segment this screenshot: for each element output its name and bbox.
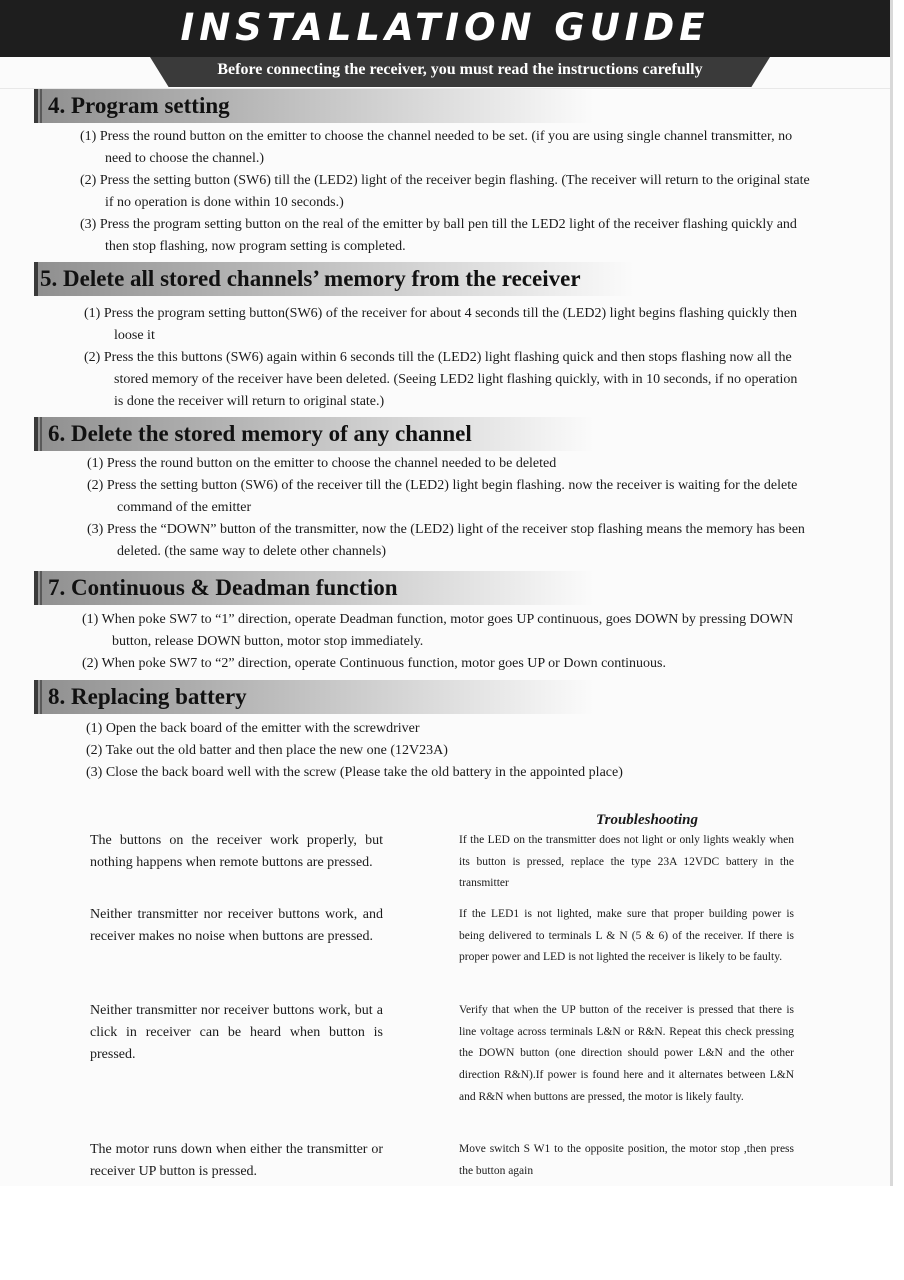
section-title: 7. Continuous & Deadman function (48, 575, 398, 600)
section-steps-delete-all (84, 303, 808, 413)
section-accent (40, 571, 42, 605)
section-accent (34, 417, 38, 451)
section-steps-replacing-battery (86, 718, 806, 784)
section-title: 4. Program setting (48, 93, 230, 118)
troubleshooting-solution: If the LED1 is not lighted, make sure that proper building power is being delivered to terminals L & N (5 & 6) of the receiver. If there is proper power and LED is not lighted the receiver is likely to be faulty. (459, 908, 794, 964)
step-item: (1) Press the round button on the emitter to choose the channel needed to be set. (if you are using single channel transmitter, no need to choose the channel.) (80, 129, 793, 166)
section-steps-program-setting (80, 126, 810, 258)
step-item: (3) Press the program setting button on the real of the emitter by ball pen till the LED2 light of the receiver flashing quickly and then stop flashing, now program setting is completed. (80, 217, 797, 254)
step-item: (2) When poke SW7 to “2” direction, operate Continuous function, motor goes UP or Down continuous. (82, 656, 667, 671)
troubleshooting-problem: The motor runs down when either the transmitter or receiver UP button is pressed. (90, 1142, 383, 1179)
step-item: (1) When poke SW7 to “1” direction, operate Deadman function, motor goes UP continuous, goes DOWN by pressing DOWN button, release DOWN button, motor stop immediately. (82, 612, 794, 649)
section-title: 6. Delete the stored memory of any channel (48, 421, 472, 446)
section-header-replacing-battery (34, 680, 594, 714)
section-accent (40, 680, 42, 714)
step-item: (1) Open the back board of the emitter with the screwdriver (86, 721, 420, 736)
section-accent (34, 89, 38, 123)
section-header-program-setting (34, 89, 594, 123)
section-title: 8. Replacing battery (48, 684, 247, 709)
troubleshooting-title: Troubleshooting (596, 812, 698, 828)
step-item: (1) Press the program setting button(SW6) of the receiver for about 4 seconds till the (LED2) light begins flashing quickly then loose it (84, 306, 798, 343)
step-item: (3) Press the “DOWN” button of the transmitter, now the (LED2) light of the receiver stop flashing means the memory has been deleted. (the same way to delete other channels) (87, 522, 805, 559)
header-bar (0, 0, 890, 57)
step-item: (3) Close the back board well with the screw (Please take the old battery in the appointed place) (86, 765, 623, 780)
section-accent (40, 89, 42, 123)
step-item: (2) Take out the old batter and then place the new one (12V23A) (86, 743, 448, 758)
page-edge (890, 0, 893, 1186)
section-steps-continuous-deadman (82, 609, 804, 675)
troubleshooting-problem: Neither transmitter nor receiver buttons work, but a click in receiver can be heard when button is pressed. (90, 1003, 383, 1062)
page-title: INSTALLATION GUIDE (180, 6, 710, 49)
section-accent (34, 571, 38, 605)
troubleshooting-solution: Verify that when the UP button of the receiver is pressed that there is line voltage across terminals L&N or R&N. Repeat this check pressing the DOWN button (one direction should power L&N and the other direction R&N).If power is found here and it alternates between L&N and R&N when buttons are pressed, the motor is likely faulty. (459, 1004, 794, 1103)
section-accent (40, 417, 42, 451)
step-item: (2) Press the setting button (SW6) of the receiver till the (LED2) light begin flashing. now the receiver is waiting for the delete command of the emitter (87, 478, 798, 515)
troubleshooting-solution: If the LED on the transmitter does not light or only lights weakly when its button is pressed, replace the type 23A 12VDC battery in the transmitter (459, 834, 794, 890)
step-item: (2) Press the setting button (SW6) till the (LED2) light of the receiver begin flashing. (The receiver will return to the original state if no operation is done within 10 seconds.) (80, 173, 810, 210)
section-header-continuous-deadman (34, 571, 594, 605)
step-item: (2) Press the this buttons (SW6) again within 6 seconds till the (LED2) light flashing quick and then stops flashing now all the stored memory of the receiver have been deleted. (Seeing LED2 light flashing quickly, with in 10 seconds, if no operation is done the receiver will return to original state.) (84, 350, 798, 409)
section-accent (34, 262, 38, 296)
page-subtitle: Before connecting the receiver, you must read the instructions carefully (217, 61, 703, 78)
troubleshooting-solution: Move switch S W1 to the opposite position, the motor stop ,then press the button again (459, 1143, 794, 1177)
troubleshooting-problem: The buttons on the receiver work properly, but nothing happens when remote buttons are pressed. (90, 833, 383, 870)
section-header-delete-channel (34, 417, 594, 451)
section-header-delete-all (34, 262, 634, 296)
troubleshooting-problem: Neither transmitter nor receiver buttons work, and receiver makes no noise when buttons are pressed. (90, 907, 383, 944)
section-accent (34, 680, 38, 714)
step-item: (1) Press the round button on the emitter to choose the channel needed to be deleted (87, 456, 557, 471)
section-title: 5. Delete all stored channels’ memory from the receiver (40, 266, 581, 291)
section-steps-delete-channel (87, 453, 805, 563)
